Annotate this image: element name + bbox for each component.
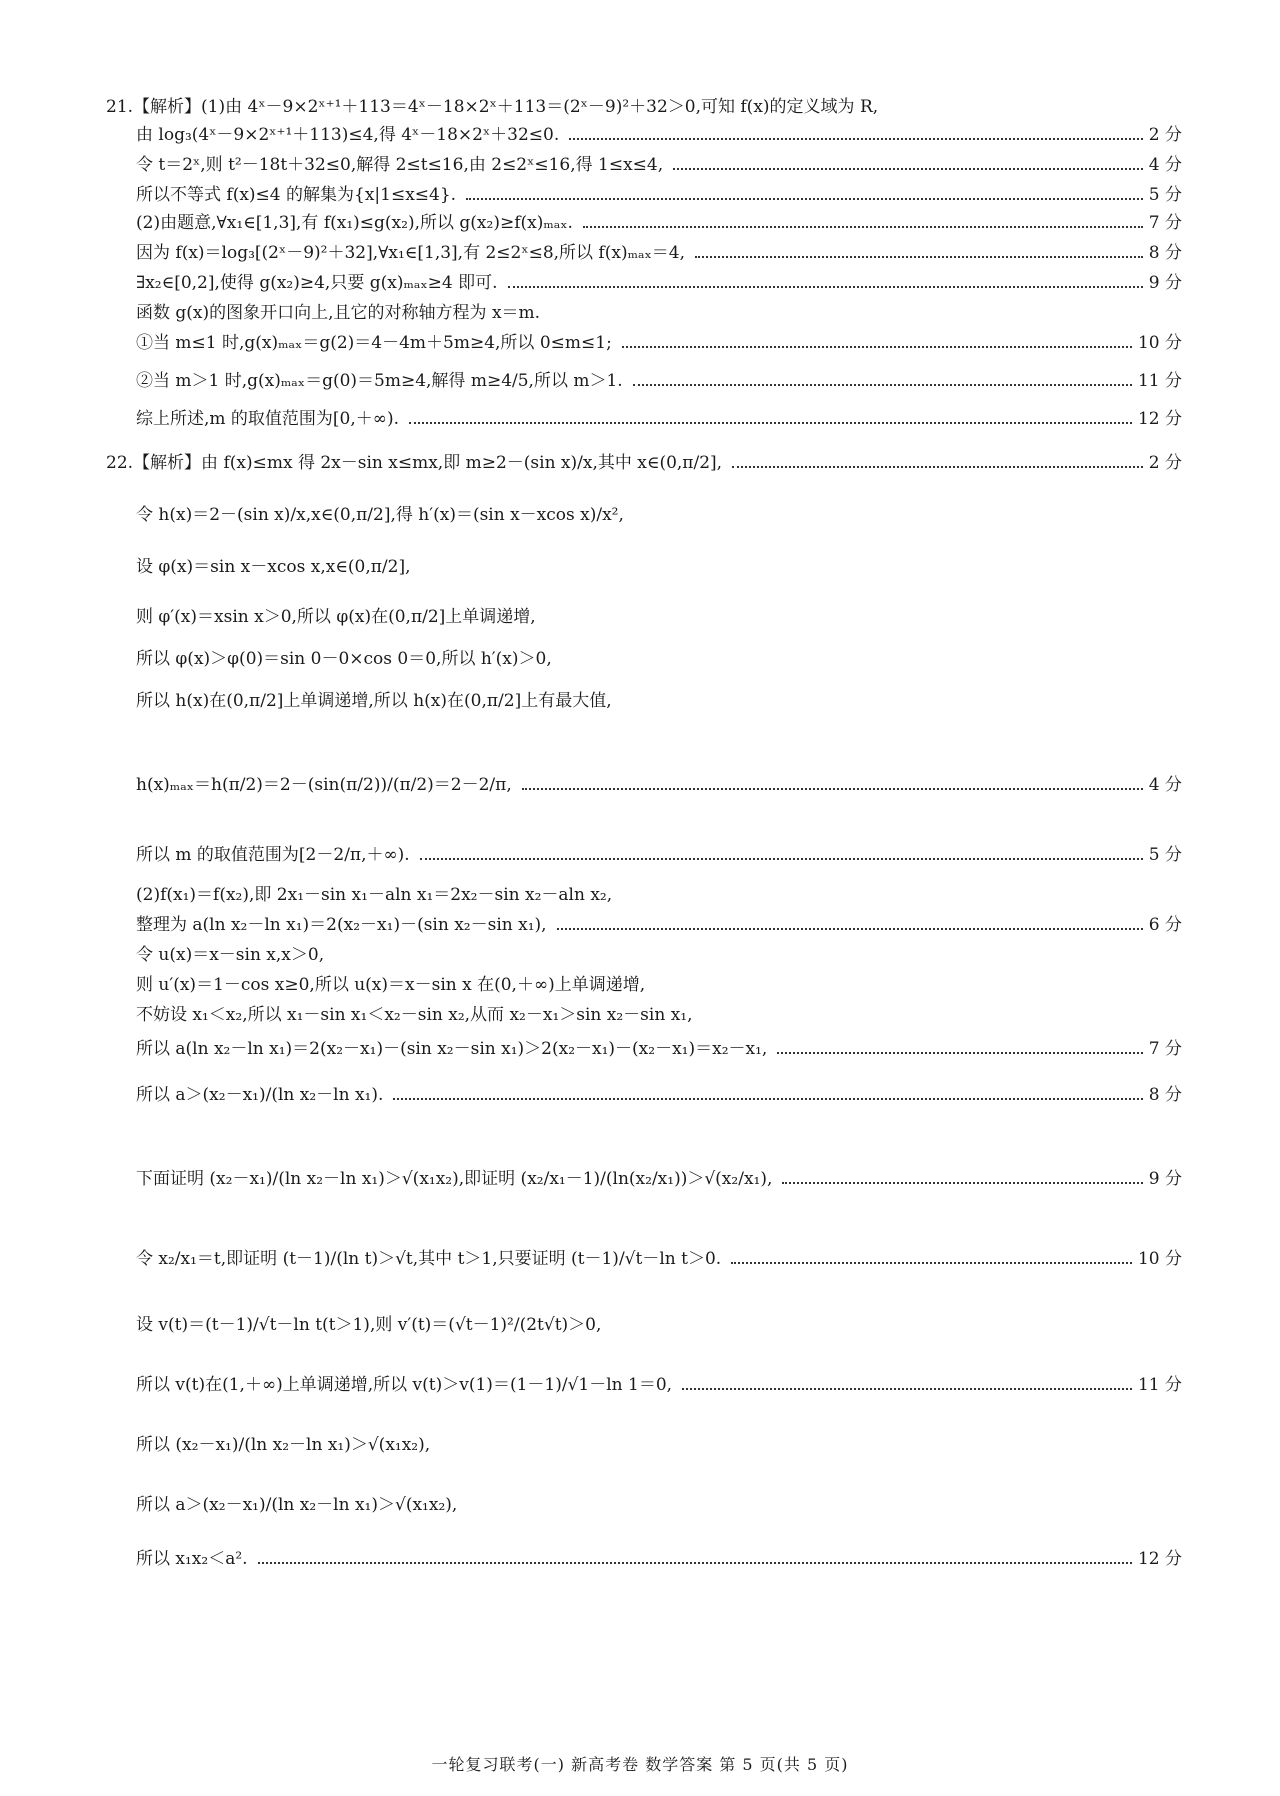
solution-line — [136, 770, 1182, 795]
line-text: 令 t＝2ˣ,则 t²－18t＋32≤0,解得 2≤t≤16,由 2≤2ˣ≤16,得 1≤x≤4, — [136, 155, 664, 175]
line-text: (2)由题意,∀x₁∈[1,3],有 f(x₁)≤g(x₂),所以 g(x₂)≥f(x)ₘₐₓ. — [136, 213, 573, 233]
solution-line — [136, 1430, 1182, 1455]
solution-line — [106, 92, 1182, 117]
solution-line — [136, 1544, 1182, 1569]
line-text: 22.【解析】由 f(x)≤mx 得 2x－sin x≤mx,即 m≥2－(sin x)/x,其中 x∈(0,π/2], — [106, 453, 723, 473]
solution-line — [136, 1370, 1182, 1395]
score-label: 9 分 — [1148, 273, 1182, 293]
dot-leader — [633, 384, 1132, 386]
dot-leader — [777, 1052, 1142, 1054]
dot-leader — [409, 422, 1132, 424]
dot-leader — [732, 466, 1143, 468]
line-text: 设 φ(x)＝sin x－xcos x,x∈(0,π/2], — [136, 557, 411, 577]
score-label: 7 分 — [1148, 1039, 1182, 1059]
line-text: ①当 m≤1 时,g(x)ₘₐₓ＝g(2)＝4－4m＋5m≥4,所以 0≤m≤1; — [136, 333, 612, 353]
line-text: 令 x₂/x₁＝t,即证明 (t－1)/(ln t)＞√t,其中 t＞1,只要证明 (t－1)/√t－ln t＞0. — [136, 1249, 722, 1269]
solution-line — [136, 1490, 1182, 1515]
line-text: 所以 a(ln x₂－ln x₁)＝2(x₂－x₁)－(sin x₂－sin x₁)＞2(x₂－x₁)－(x₂－x₁)＝x₂－x₁, — [136, 1039, 768, 1059]
solution-line — [136, 1080, 1182, 1105]
solution-line — [136, 120, 1182, 145]
solution-line — [136, 298, 1182, 323]
solution-line — [136, 910, 1182, 935]
score-label: 2 分 — [1148, 453, 1182, 473]
line-text: 令 u(x)＝x－sin x,x＞0, — [136, 945, 325, 965]
solution-line — [136, 180, 1182, 205]
dot-leader — [258, 1562, 1132, 1564]
dot-leader — [673, 168, 1143, 170]
solution-line — [136, 1244, 1182, 1269]
line-text: 下面证明 (x₂－x₁)/(ln x₂－ln x₁)＞√(x₁x₂),即证明 (x₂/x₁－1)/(ln(x₂/x₁))＞√(x₂/x₁), — [136, 1169, 773, 1189]
dot-leader — [682, 1388, 1132, 1390]
dot-leader — [522, 788, 1143, 790]
solution-line — [136, 552, 1182, 577]
score-label: 6 分 — [1148, 915, 1182, 935]
line-text: 21.【解析】(1)由 4ˣ－9×2ˣ⁺¹＋113＝4ˣ－18×2ˣ＋113＝(2ˣ－9)²＋32＞0,可知 f(x)的定义域为 R, — [106, 97, 879, 117]
dot-leader — [466, 198, 1143, 200]
dot-leader — [569, 138, 1143, 140]
dot-leader — [557, 928, 1143, 930]
line-text: 所以 v(t)在(1,＋∞)上单调递增,所以 v(t)＞v(1)＝(1－1)/√1－ln 1＝0, — [136, 1375, 673, 1395]
score-label: 10 分 — [1137, 1249, 1182, 1269]
line-text: 令 h(x)＝2－(sin x)/x,x∈(0,π/2],得 h′(x)＝(sin x－xcos x)/x², — [136, 505, 624, 525]
dot-leader — [420, 858, 1143, 860]
score-label: 10 分 — [1137, 333, 1182, 353]
dot-leader — [695, 256, 1143, 258]
line-text: ∃x₂∈[0,2],使得 g(x₂)≥4,只要 g(x)ₘₐₓ≥4 即可. — [136, 273, 498, 293]
score-label: 11 分 — [1137, 371, 1182, 391]
score-label: 2 分 — [1148, 125, 1182, 145]
solution-line — [106, 448, 1182, 473]
solution-line — [136, 1164, 1182, 1189]
line-text: 综上所述,m 的取值范围为[0,＋∞). — [136, 409, 399, 429]
dot-leader — [393, 1098, 1142, 1100]
score-label: 8 分 — [1148, 243, 1182, 263]
score-label: 8 分 — [1148, 1085, 1182, 1105]
line-text: 因为 f(x)＝log₃[(2ˣ－9)²＋32],∀x₁∈[1,3],有 2≤2ˣ≤8,所以 f(x)ₘₐₓ＝4, — [136, 243, 685, 263]
solution-line — [136, 1034, 1182, 1059]
solution-line — [136, 644, 1182, 669]
line-text: 所以 a＞(x₂－x₁)/(ln x₂－ln x₁)＞√(x₁x₂), — [136, 1495, 458, 1515]
line-text: 所以不等式 f(x)≤4 的解集为{x|1≤x≤4}. — [136, 185, 457, 205]
score-label: 7 分 — [1148, 213, 1182, 233]
page-footer: 一轮复习联考(一) 新高考卷 数学答案 第 5 页(共 5 页) — [431, 1755, 849, 1774]
line-text: 整理为 a(ln x₂－ln x₁)＝2(x₂－x₁)－(sin x₂－sin x₁), — [136, 915, 547, 935]
line-text: 不妨设 x₁＜x₂,所以 x₁－sin x₁＜x₂－sin x₂,从而 x₂－x₁＞sin x₂－sin x₁, — [136, 1005, 693, 1025]
solution-line — [136, 366, 1182, 391]
line-text: h(x)ₘₐₓ＝h(π/2)＝2－(sin(π/2))/(π/2)＝2－2/π, — [136, 775, 512, 795]
line-text: 所以 φ(x)＞φ(0)＝sin 0－0×cos 0＝0,所以 h′(x)＞0, — [136, 649, 552, 669]
line-text: 所以 (x₂－x₁)/(ln x₂－ln x₁)＞√(x₁x₂), — [136, 1435, 431, 1455]
solution-line — [136, 238, 1182, 263]
score-label: 4 分 — [1148, 775, 1182, 795]
solution-line — [136, 268, 1182, 293]
line-text: 由 log₃(4ˣ－9×2ˣ⁺¹＋113)≤4,得 4ˣ－18×2ˣ＋32≤0. — [136, 125, 560, 145]
line-text: ②当 m＞1 时,g(x)ₘₐₓ＝g(0)＝5m≥4,解得 m≥4/5,所以 m＞1. — [136, 371, 623, 391]
line-text: 所以 x₁x₂＜a². — [136, 1549, 248, 1569]
line-text: 所以 a＞(x₂－x₁)/(ln x₂－ln x₁). — [136, 1085, 384, 1105]
score-label: 9 分 — [1148, 1169, 1182, 1189]
solution-line — [136, 328, 1182, 353]
line-text: 所以 m 的取值范围为[2－2/π,＋∞). — [136, 845, 410, 865]
solution-line — [136, 1000, 1182, 1025]
solution-line — [136, 940, 1182, 965]
score-label: 12 分 — [1137, 1549, 1182, 1569]
dot-leader — [731, 1262, 1132, 1264]
solution-line — [136, 404, 1182, 429]
solution-line — [136, 208, 1182, 233]
solution-line — [136, 1310, 1182, 1335]
line-text: 函数 g(x)的图象开口向上,且它的对称轴方程为 x＝m. — [136, 303, 541, 323]
score-label: 4 分 — [1148, 155, 1182, 175]
line-text: (2)f(x₁)＝f(x₂),即 2x₁－sin x₁－aln x₁＝2x₂－sin x₂－aln x₂, — [136, 885, 613, 905]
solution-line — [136, 602, 1182, 627]
solution-line — [136, 840, 1182, 865]
score-label: 5 分 — [1148, 845, 1182, 865]
solution-line — [136, 150, 1182, 175]
solution-line — [136, 500, 1182, 525]
dot-leader — [508, 286, 1143, 288]
line-text: 设 v(t)＝(t－1)/√t－ln t(t＞1),则 v′(t)＝(√t－1)²/(2t√t)＞0, — [136, 1315, 602, 1335]
line-text: 则 u′(x)＝1－cos x≥0,所以 u(x)＝x－sin x 在(0,＋∞)上单调递增, — [136, 975, 646, 995]
solution-line — [136, 880, 1182, 905]
dot-leader — [583, 226, 1143, 228]
score-label: 5 分 — [1148, 185, 1182, 205]
solution-line — [136, 686, 1182, 711]
line-text: 则 φ′(x)＝xsin x＞0,所以 φ(x)在(0,π/2]上单调递增, — [136, 607, 536, 627]
score-label: 12 分 — [1137, 409, 1182, 429]
line-text: 所以 h(x)在(0,π/2]上单调递增,所以 h(x)在(0,π/2]上有最大值, — [136, 691, 612, 711]
solution-line — [136, 970, 1182, 995]
score-label: 11 分 — [1137, 1375, 1182, 1395]
dot-leader — [782, 1182, 1142, 1184]
dot-leader — [622, 346, 1132, 348]
